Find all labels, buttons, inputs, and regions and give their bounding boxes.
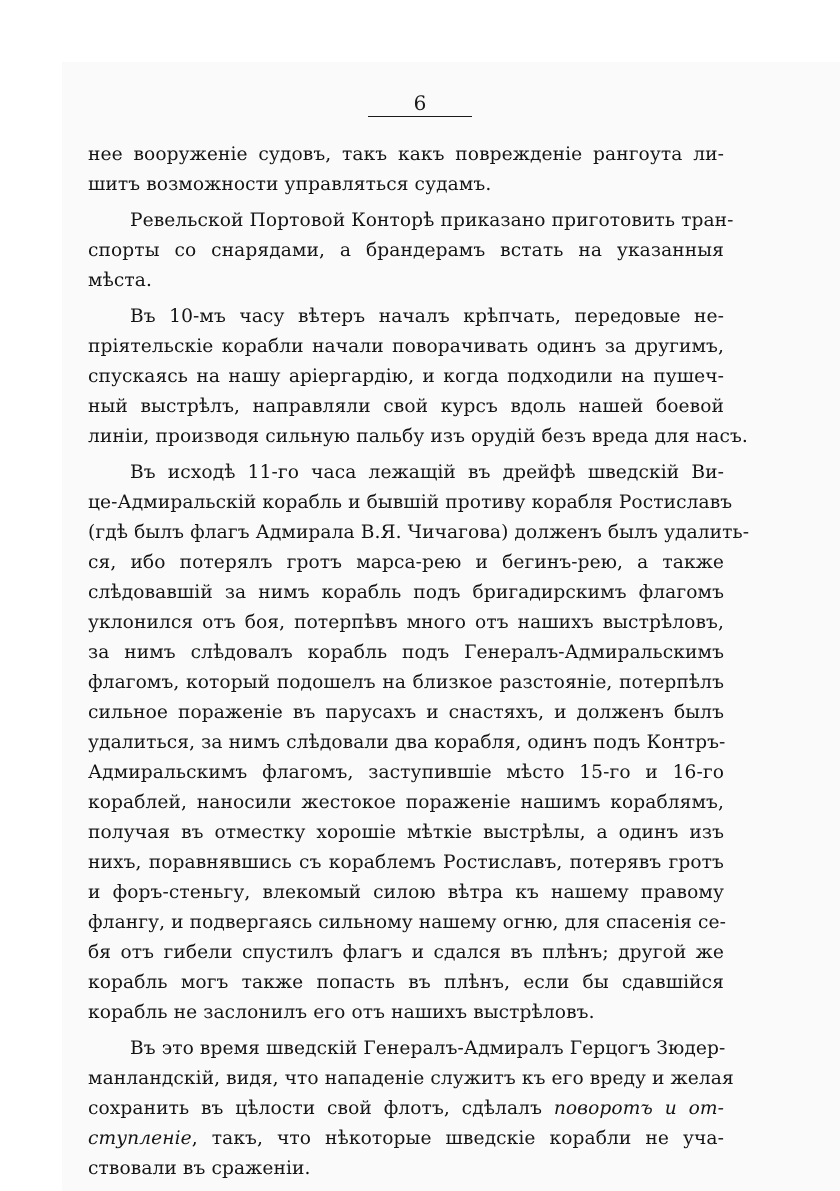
page-header [0,92,840,117]
paragraph [88,302,748,452]
paragraph [88,206,734,296]
italic-fragment: поворотъ и от- [553,1098,724,1119]
text-line [88,1094,724,1124]
paragraph [88,140,724,200]
text-line: сильное пораженіе въ парусахъ и снастяхъ, и долженъ былъ [88,702,724,723]
text-line: це-Адмиральскій корабль и бывшій противу корабля Ростиславъ [88,492,733,513]
text-fragment: , такъ, что нѣкоторые шведскіе корабли не уча- [191,1128,724,1149]
italic-fragment: ступленіе [88,1128,192,1149]
text-line: Ревельской Портовой Конторѣ приказано приготовить тран- [130,210,734,231]
text-line: корабль не заслонилъ его отъ нашихъ выстрѣловъ. [88,1002,595,1023]
text-line: ствовали въ сраженіи. [88,1158,311,1179]
text-line: спускаясь на нашу аріергардію, и когда подходили на пушеч- [88,366,724,387]
text-line: получая въ отместку хорошіе мѣткіе выстрѣлы, а одинъ изъ [88,822,724,843]
page-number: 6 [413,91,427,115]
text-line [88,1124,724,1154]
text-line: бя отъ гибели спустилъ флагъ и сдался въ плѣнъ; другой же [88,942,724,963]
text-line: спорты со снарядами, а брандерамъ встать на указанныя [88,240,724,261]
text-line: корабль могъ также попасть въ плѣнъ, если бы сдавшійся [88,972,724,993]
text-line: ся, ибо потерялъ гротъ марса-рею и бегинъ-рею, а также [88,552,724,573]
paragraph [88,1034,734,1184]
text-fragment: сохранить въ цѣлости свой флотъ, сдѣлалъ [88,1098,554,1119]
text-line: пріятельскіе корабли начали поворачивать одинъ за другимъ, [88,336,724,357]
text-line: за нимъ слѣдовалъ корабль подъ Генералъ-Адмиральскимъ [88,642,724,663]
text-line: нихъ, поравнявшись съ кораблемъ Ростиславъ, потерявъ гротъ [88,852,724,873]
text-line: линіи, производя сильную пальбу изъ орудій безъ вреда для насъ. [88,426,748,447]
text-line: уклонился отъ боя, потерпѣвъ много отъ нашихъ выстрѣловъ, [88,612,724,633]
text-line: кораблей, наносили жестокое пораженіе нашимъ кораблямъ, [88,792,724,813]
text-line: ный выстрѣлъ, направляли свой курсъ вдоль нашей боевой [88,396,724,417]
text-line: Въ исходѣ 11-го часа лежащій въ дрейфѣ шведскій Ви- [130,462,724,483]
paragraph [88,458,750,1028]
text-line: флагомъ, который подошелъ на близкое разстояніе, потерпѣлъ [88,672,724,693]
header-rule [368,116,472,117]
text-line: нее вооруженіе судовъ, такъ какъ поврежденіе рангоута ли- [88,144,724,165]
body-text [88,140,750,1190]
text-line: Въ это время шведскій Генералъ-Адмиралъ Герцогъ Зюдер- [130,1038,726,1059]
text-line: Адмиральскимъ флагомъ, заступившіе мѣсто 15-го и 16-го [88,762,724,783]
text-line: мѣста. [88,270,152,291]
text-line: Въ 10-мъ часу вѣтеръ началъ крѣпчать, передовые не- [130,306,724,327]
text-line: флангу, и подвергаясь сильному нашему огню, для спасенія се- [88,912,727,933]
text-line: удалиться, за нимъ слѣдовали два корабля, одинъ подъ Контръ- [88,732,726,753]
text-line: (гдѣ былъ флагъ Адмирала В.Я. Чичагова) долженъ былъ удалить- [88,522,750,543]
text-line: слѣдовавшій за нимъ корабль подъ бригадирскимъ флагомъ [88,582,724,603]
text-line: и форъ-стеньгу, влекомый силою вѣтра къ нашему правому [88,882,724,903]
text-line: шитъ возможности управляться судамъ. [88,174,492,195]
text-line: манландскій, видя, что нападеніе служитъ къ его вреду и желая [88,1068,734,1089]
